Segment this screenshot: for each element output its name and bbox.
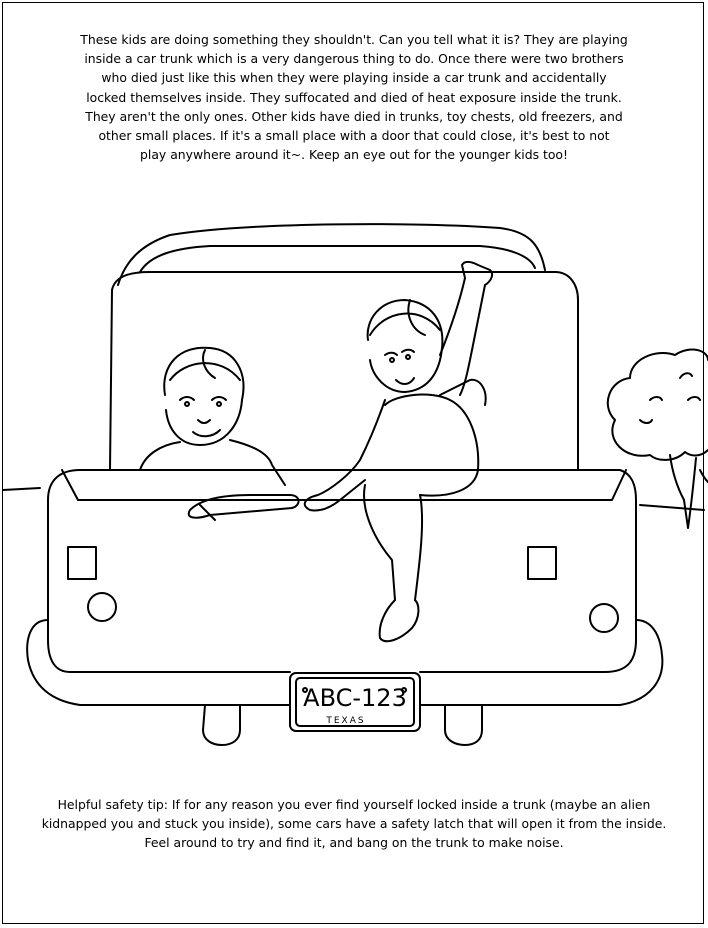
intro-line: inside a car trunk which is a very dangerous thing to do. Once there were two brothers <box>84 51 624 67</box>
tip-line: Helpful safety tip: If for any reason you ever find yourself locked inside a trunk (maybe an alien <box>57 797 651 812</box>
safety-tip <box>30 795 678 853</box>
intro-line: who died just like this when they were playing inside a car trunk and accidentally <box>101 70 607 86</box>
intro-line: other small places. If it's a small place with a door that could close, it's best to not <box>98 128 610 144</box>
intro-line: locked themselves inside. They suffocated and died of heat exposure inside the trunk. <box>86 89 622 105</box>
plate-state: TEXAS <box>326 716 366 726</box>
intro-line: play anywhere around it~. Keep an eye out for the younger kids too! <box>140 147 568 163</box>
tip-line: kidnapped you and stuck you inside), some cars have a safety latch that will open it from the inside. <box>41 816 667 832</box>
intro-line: These kids are doing something they shouldn't. Can you tell what it is? They are playing <box>80 32 628 47</box>
tip-line: Feel around to try and find it, and bang on the trunk to make noise. <box>144 835 564 851</box>
intro-line: They aren't the only ones. Other kids have died in trunks, toy chests, old freezers, and <box>85 108 623 124</box>
plate-number: ABC-123 <box>303 684 407 712</box>
